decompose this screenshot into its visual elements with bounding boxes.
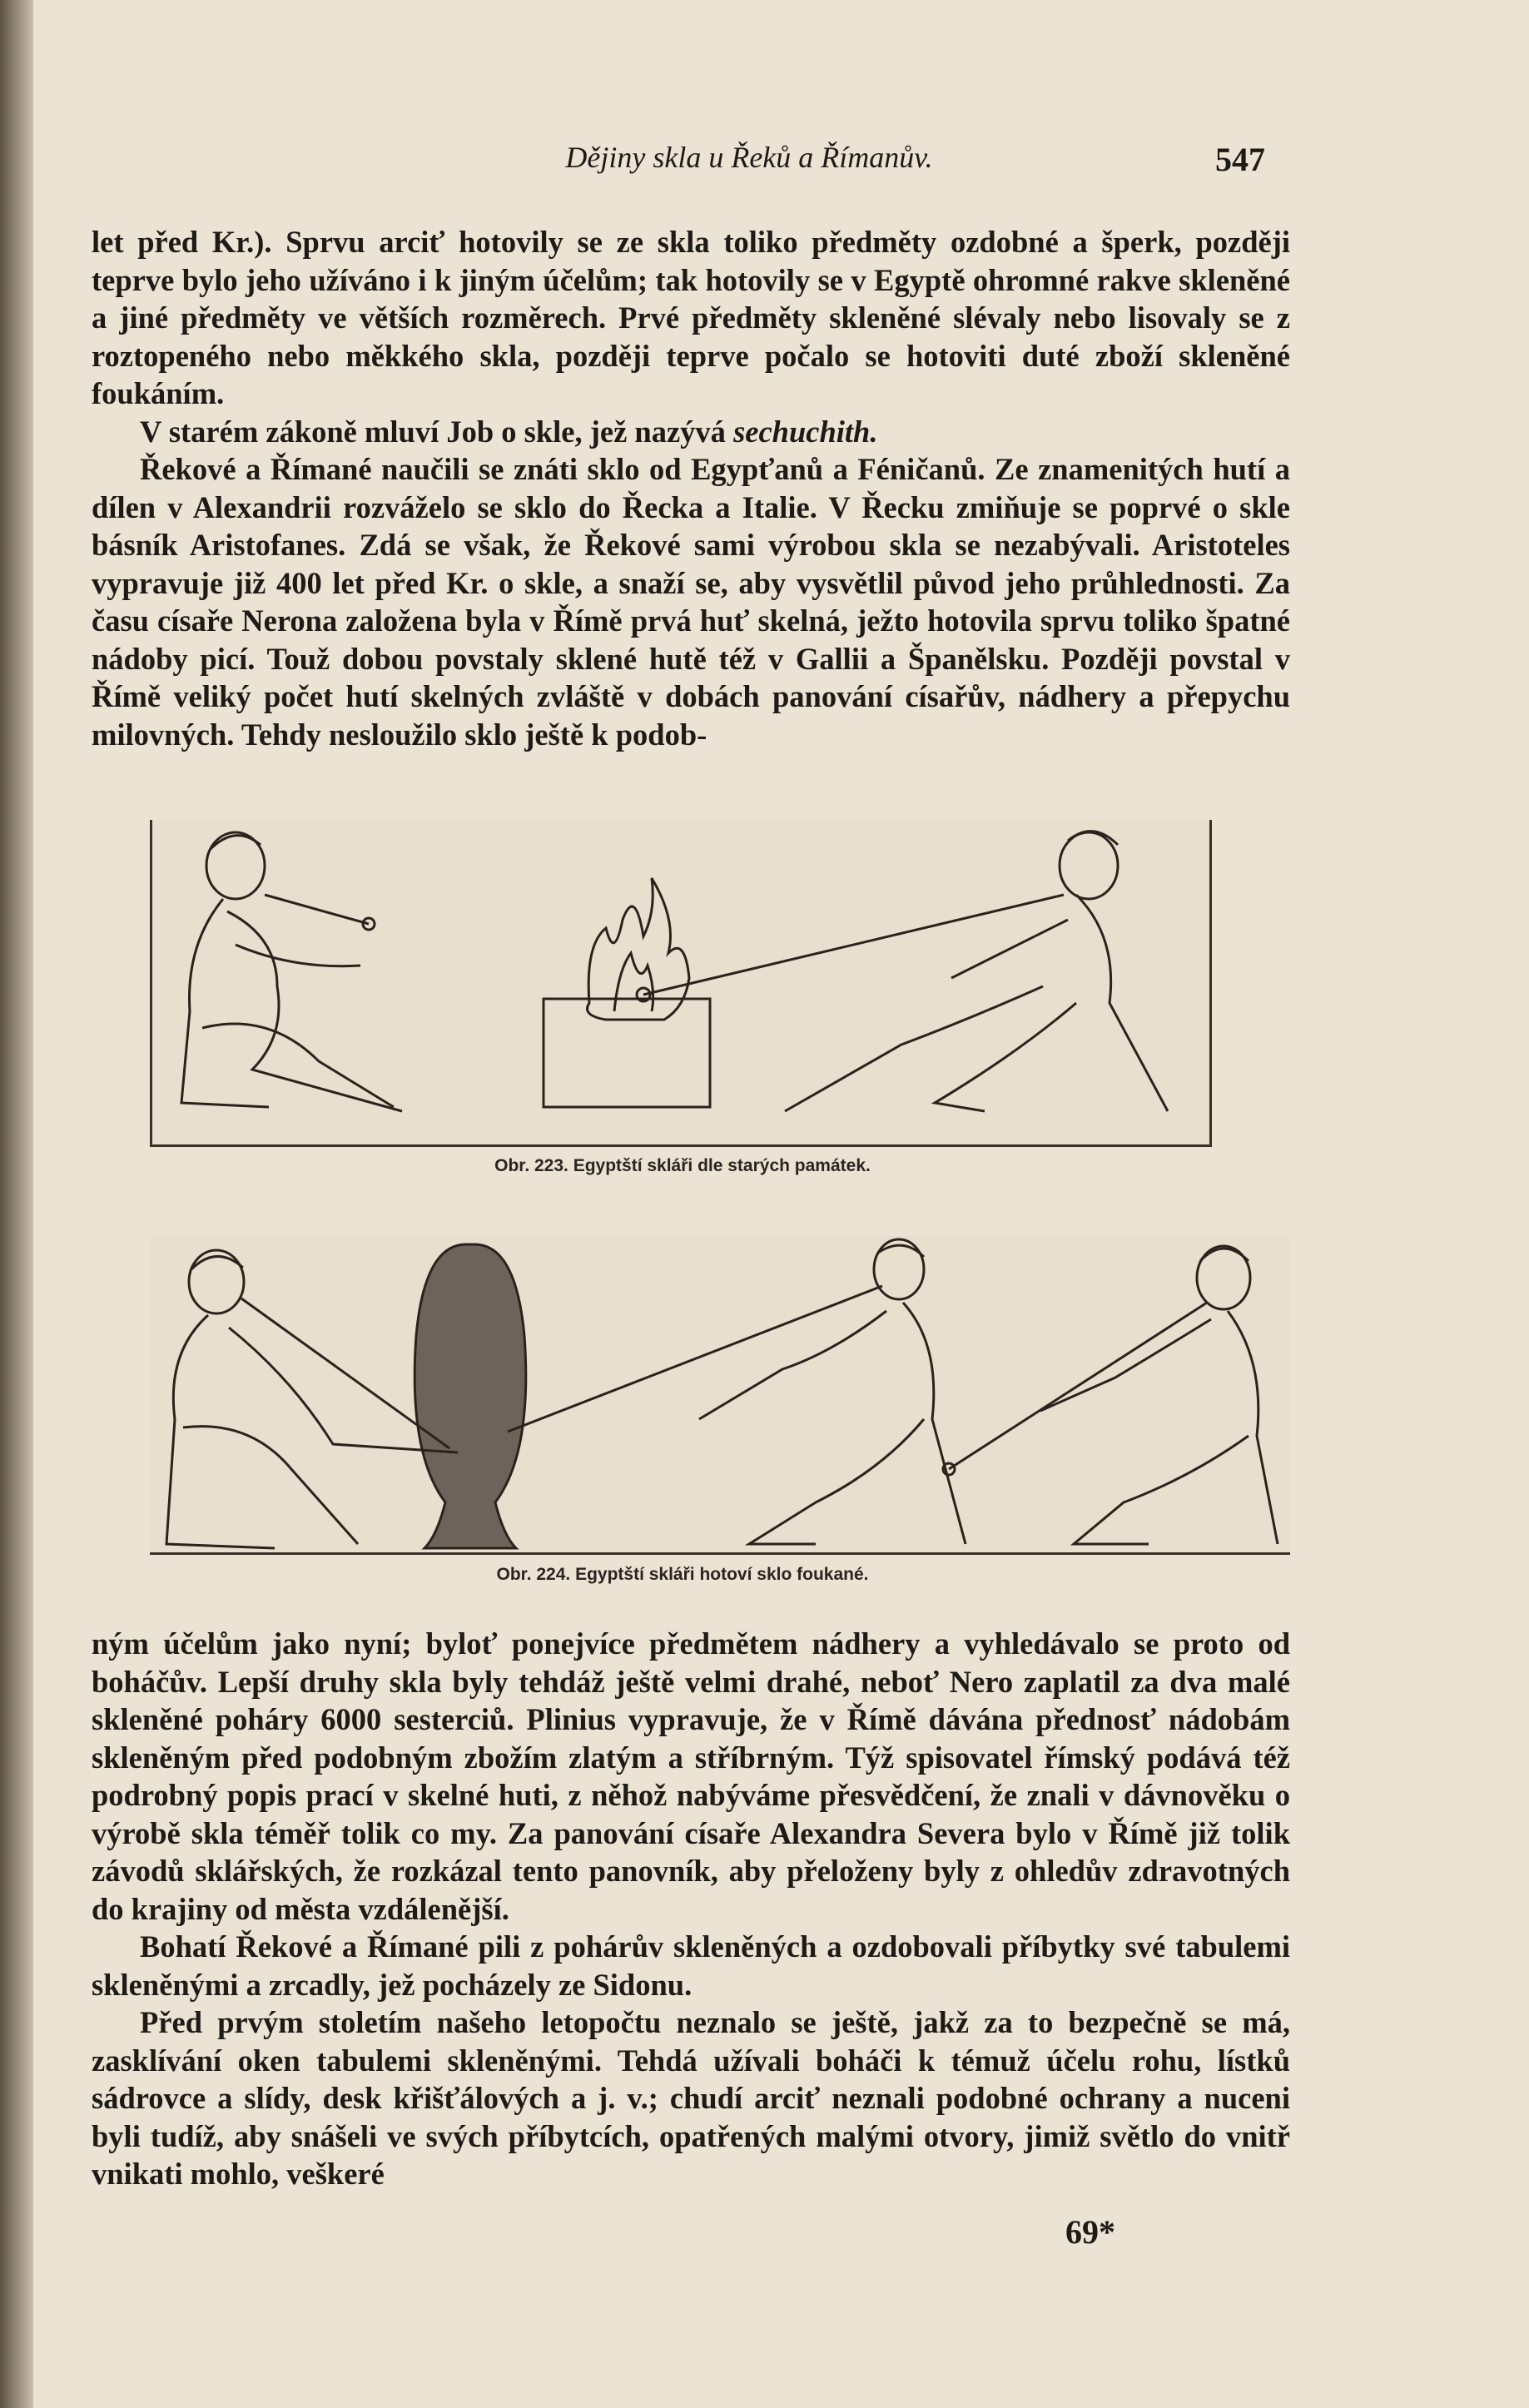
body-text-top bbox=[92, 223, 1290, 753]
figure-223-illustration bbox=[150, 820, 1212, 1147]
signature-mark: 69* bbox=[1065, 2213, 1115, 2251]
paragraph-text: V starém zákoně mluví Job o skle, jež nazývá bbox=[140, 414, 726, 449]
book-spine-shadow bbox=[0, 0, 33, 2408]
paragraph: ným účelům jako nyní; byloť ponejvíce předmětem nádhery a vyhledávalo se proto od boháčův. Lepší druhy skla byly tehdáž ještě velmi drahé, neboť Nero zaplatil za dva malé skleněné poháry 6000 sesterciů. Plinius vypravuje, že v Římě dávána přednosť nádobám skleněným před podobným zbožím zlatým a stříbrným. Týž spisovatel římský podává též podrobný popis prací v skelné huti, z něhož nabýváme přesvědčení, že znali v dávnověku o výrobě skla téměř tolik co my. Za panování císaře Alexandra Severa bylo v Římě již tolik závodů sklářských, že rozkázal tento panovník, aby přeloženy byly z ohledův zdravotných do krajiny od města vzdálenější. bbox=[92, 1626, 1290, 1926]
paragraph: Před prvým stoletím našeho letopočtu neznalo se ještě, jakž za to bezpečně se má, zasklívání oken tabulemi skleněnými. Tehdá užívali boháči k témuž účelu rohu, lístků sádrovce a slídy, desk křišťálových a j. v.; chudí arciť neznali podobné ochrany a nuceni byli tudíž, aby snášeli ve svých příbytcích, opatřených malými otvory, jimiž světlo do vnitř vnikati mohlo, veškeré bbox=[92, 2005, 1290, 2191]
figure-224-illustration bbox=[150, 1236, 1290, 1555]
paragraph bbox=[92, 413, 1290, 451]
glassblowers-illustration-2 bbox=[150, 1236, 1290, 1552]
paragraph: Řekové a Římané naučili se znáti sklo od Egypťanů a Féničanů. Ze znamenitých hutí a dílen v Alexandrii rozváželo se sklo do Řecka a Italie. V Řecku zmiňuje se poprvé o skle básník Aristofanes. Zdá se však, že Řekové sami výrobou skla se nezabývali. Aristoteles vypravuje již 400 let před Kr. o skle, a snaží se, aby vysvětlil původ jeho průhlednosti. Za času císaře Nerona založena byla v Římě prvá huť skelná, ježto hotovila sprvu toliko špatné nádoby picí. Touž dobou povstaly sklené hutě též v Gallii a Španělsku. Později povstal v Římě veliký počet hutí skelných zvláště v dobách panování císařův, nádhery a přepychu milovných. Tehdy nesloužilo sklo ještě k podob- bbox=[92, 452, 1290, 752]
figure-caption: Obr. 224. Egyptští skláři hotoví sklo foukané. bbox=[496, 1565, 869, 1584]
figure-caption: Obr. 223. Egyptští skláři dle starých památek. bbox=[494, 1156, 871, 1175]
running-title: Dějiny skla u Řeků a Římanův. bbox=[565, 141, 933, 174]
paragraph: Bohatí Řekové a Římané pili z pohárův skleněných a ozdobovali příbytky své tabulemi skleněnými a zrcadly, jež pocházely ze Sidonu. bbox=[92, 1929, 1290, 2002]
page-number: 547 bbox=[1215, 141, 1265, 178]
page-header bbox=[33, 140, 1529, 190]
body-text-bottom bbox=[92, 1625, 1290, 2193]
glassblowers-illustration-1 bbox=[152, 820, 1209, 1144]
italic-term: sechuchith. bbox=[733, 414, 878, 449]
book-page bbox=[33, 0, 1529, 2408]
paragraph: let před Kr.). Sprvu arciť hotovily se ze skla toliko předměty ozdobné a šperk, později teprve bylo jeho užíváno i k jiným účelům; tak hotovily se v Egyptě ohromné rakve skleněné a jiné předměty ve větších rozměrech. Prvé předměty skleněné slévaly nebo lisovaly se z roztopeného nebo měkkého skla, později teprve počalo se hotoviti duté zboží skleněné foukáním. bbox=[92, 225, 1290, 410]
